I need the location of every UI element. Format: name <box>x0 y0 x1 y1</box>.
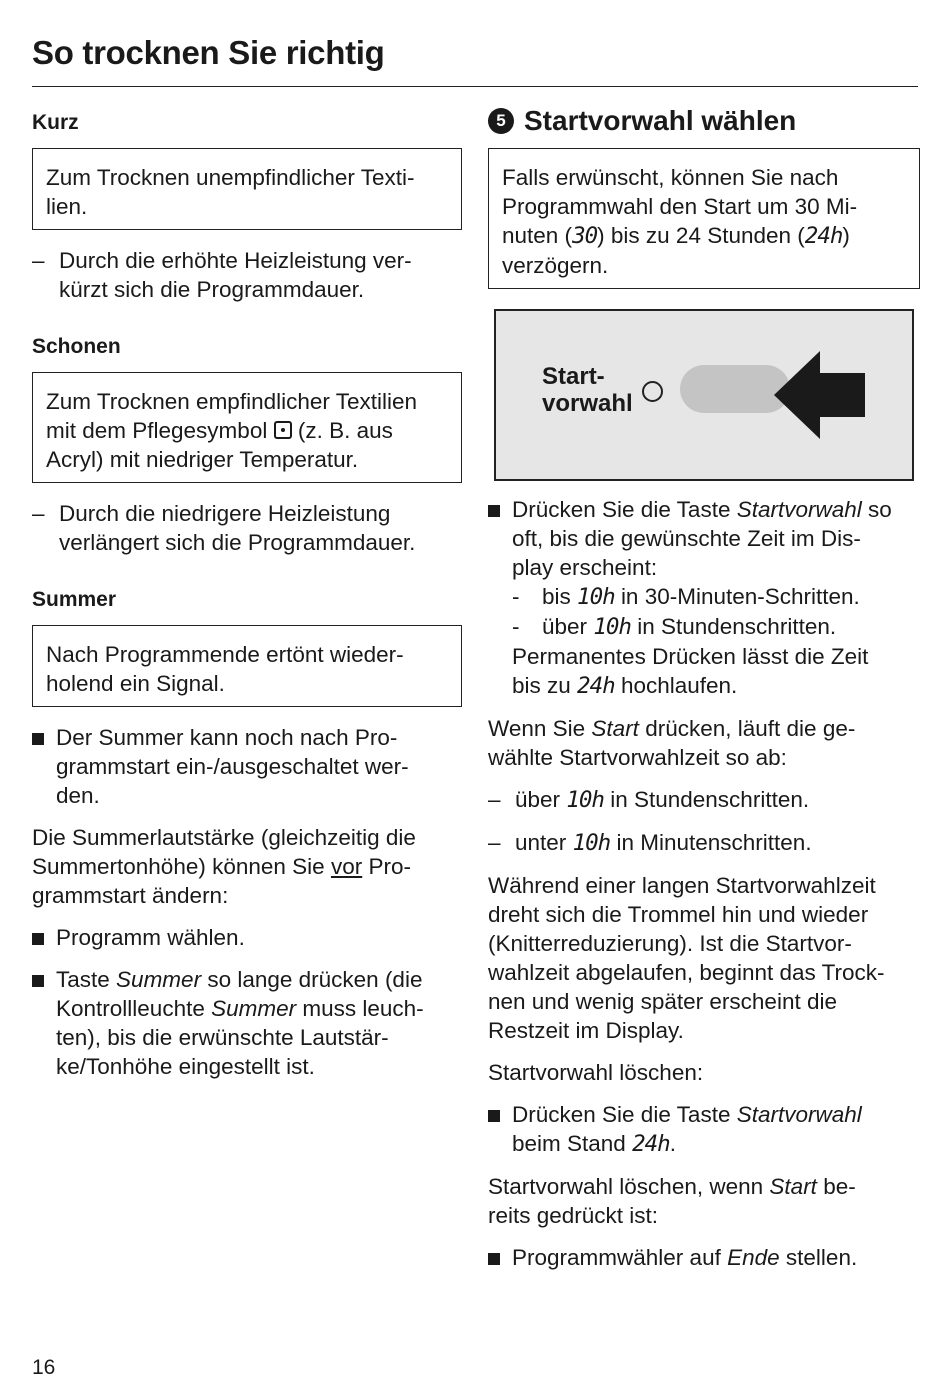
page-number: 16 <box>32 1356 56 1379</box>
title-divider <box>32 86 918 87</box>
start-dash-2: – unter 10h in Minutenschritten. <box>488 830 812 856</box>
kurz-box-line: Zum Trocknen unempfindlicher Texti- <box>46 165 415 190</box>
sub-item: - bis 10h in 30-Minuten-Schritten. <box>512 584 860 610</box>
bullet-square-icon <box>488 1253 500 1265</box>
startvorwahl-heading-text: Startvorwahl wählen <box>524 105 797 136</box>
schonen-box-line: Zum Trocknen empfindlicher Textilien <box>46 389 417 414</box>
loeschen-start-paragraph: Startvorwahl löschen, wenn Start be- reits gedrückt ist: <box>488 1174 856 1228</box>
kurz-note <box>32 246 462 304</box>
kurz-note-line: Durch die erhöhte Heizleistung ver- <box>59 248 412 273</box>
startvorwahl-bullet-2: Drücken Sie die Taste Startvorwahl beim Stand 24h. <box>488 1100 920 1159</box>
lcd-display-text: 10h <box>566 787 604 813</box>
dash-marker: – <box>32 248 45 273</box>
indicator-led-icon <box>642 381 663 402</box>
dash-marker: – <box>488 830 501 855</box>
dash-marker: – <box>488 787 501 812</box>
bullet-square-icon <box>32 733 44 745</box>
start-dash-1: – über 10h in Stundenschritten. <box>488 787 810 813</box>
section-heading-summer: Summer <box>32 588 117 611</box>
page-title: So trocknen Sie richtig <box>32 34 385 71</box>
summer-bullet-1: Der Summer kann noch nach Pro- grammstart ein-/ausgeschaltet wer- den. <box>32 723 462 810</box>
summer-info-box <box>32 625 462 707</box>
lcd-display-text: 24h <box>804 223 843 249</box>
schonen-note-line: verlängert sich die Programmdauer. <box>59 530 416 555</box>
bullet-square-icon <box>488 1110 500 1122</box>
pointing-arrow-icon <box>772 347 868 443</box>
bullet-square-icon <box>32 933 44 945</box>
schonen-note-line: Durch die niedrigere Heizleistung <box>59 501 391 526</box>
kurz-box-line: lien. <box>46 194 88 219</box>
lcd-display-text: 10h <box>577 584 615 610</box>
left-column <box>32 110 462 1081</box>
startvorwahl-info-box: Falls erwünscht, können Sie nach Programmwahl den Start um 30 Mi- nuten (30) bis zu 24 Stunden (24h) verzögern. <box>488 148 920 289</box>
right-column <box>488 104 920 1272</box>
startvorwahl-bullet-1: Drücken Sie die Taste Startvorwahl so oft, bis die gewünschte Zeit im Dis- play erscheint: - bis 10h in 30-Minuten-Schritten. - über 10h in Stundenschritten. Permanentes Drücken lässt die Zeit bis zu 24h hochlaufen. <box>488 495 920 701</box>
start-paragraph: Wenn Sie Start drücken, läuft die ge- wählte Startvorwahlzeit so ab: <box>488 716 856 770</box>
dash-marker: – <box>32 501 45 526</box>
step-number-badge: 5 <box>488 108 514 134</box>
summer-bullet-3: Taste Summer so lange drücken (die Kontrollleuchte Summer muss leuch- ten), bis die erwünschte Lautstär- ke/Tonhöhe eingestellt ist. <box>32 965 462 1081</box>
lcd-display-text: 30 <box>572 223 598 249</box>
care-symbol-icon <box>274 421 292 439</box>
summer-box-line: holend ein Signal. <box>46 671 225 696</box>
lcd-display-text: 24h <box>577 673 615 699</box>
lcd-display-text: 10h <box>572 830 611 856</box>
bullet-square-icon <box>488 505 500 517</box>
lcd-display-text: 10h <box>593 614 631 640</box>
schonen-note <box>32 499 462 557</box>
sub-item: - über 10h in Stundenschritten. <box>512 614 837 640</box>
schonen-box-line: Acryl) mit niedriger Temperatur. <box>46 447 359 472</box>
schonen-info-box <box>32 372 462 483</box>
schonen-box-line: mit dem Pflegesymbol (z. B. aus <box>46 418 393 443</box>
loeschen-paragraph: Startvorwahl löschen: <box>488 1060 704 1085</box>
startvorwahl-panel-label: Start- vorwahl <box>542 363 633 417</box>
summer-bullet-2: Programm wählen. <box>32 923 462 952</box>
startvorwahl-heading <box>488 104 920 138</box>
summer-paragraph: Die Summerlautstärke (gleichzeitig die Summertonhöhe) können Sie vor Pro- grammstart ändern: <box>32 825 416 908</box>
kurz-info-box <box>32 148 462 230</box>
control-panel-illustration <box>494 309 914 481</box>
lcd-display-text: 24h <box>632 1131 670 1157</box>
section-heading-schonen: Schonen <box>32 335 121 358</box>
summer-box-line: Nach Programmende ertönt wieder- <box>46 642 404 667</box>
kurz-note-line: kürzt sich die Programmdauer. <box>59 277 365 302</box>
bullet-square-icon <box>32 975 44 987</box>
knitter-paragraph: Während einer langen Startvorwahlzeit dreht sich die Trommel hin und wieder (Knitterreduzierung). Ist die Startvor- wahlzeit abgelaufen, beginnt das Trock- nen und wenig später erscheint die Restzeit im Display. <box>488 873 885 1043</box>
startvorwahl-bullet-3: Programmwähler auf Ende stellen. <box>488 1243 920 1272</box>
section-heading-kurz: Kurz <box>32 111 79 134</box>
